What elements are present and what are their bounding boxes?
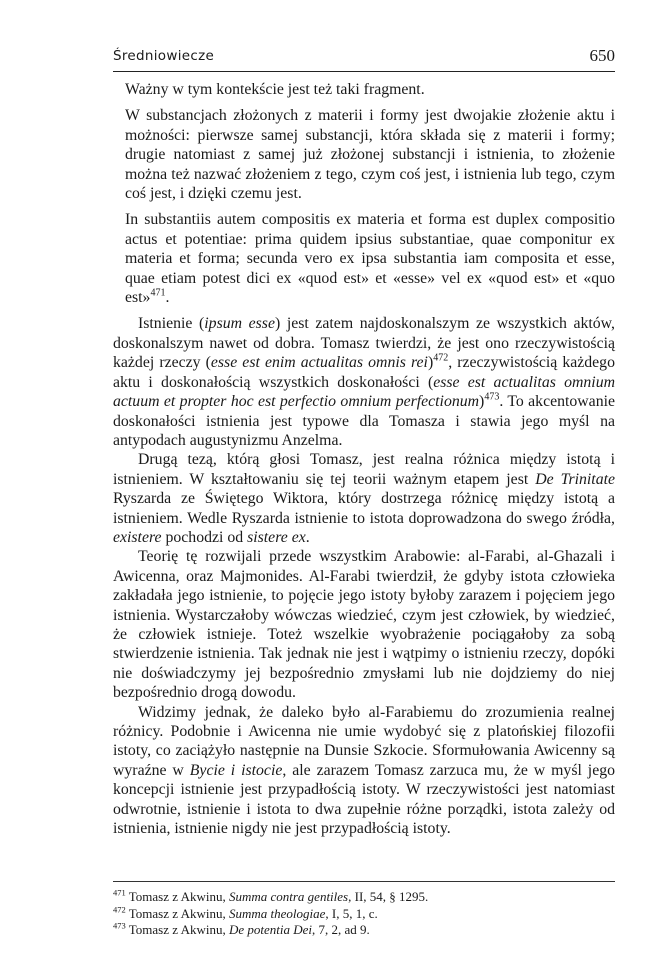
intro-line: Ważny w tym kontekście jest też taki fragment. — [125, 81, 425, 98]
page-number: 650 — [589, 46, 615, 65]
footnote-ref: 472 — [433, 353, 449, 365]
footnote: $^{472}$ Tomasz z Akwinu, Summa theologiae, I, 5, 1, c. — [113, 904, 378, 921]
footnote: $^{471}$ Tomasz z Akwinu, Summa contra gentiles, II, 54, § 1295. — [113, 887, 429, 904]
footnote-rule — [113, 881, 615, 882]
quote-latin: In substantiis autem compositis ex materia et forma est duplex compositio actus et potentiae: prima quidem ipsius substantiae, quae componitur ex materia et forma; secunda vero ex ipsa substantia iam composita et esse, quae etiam potest dici ex «quod est» et «esse» vel ex «quod est» et «quo est»$^{471}$. — [125, 211, 615, 307]
header-rule — [113, 71, 615, 72]
running-title: Średniowiecze — [113, 48, 215, 64]
footnote-ref: 473 — [484, 391, 500, 403]
footnote: $^{473}$ Tomasz z Akwinu, De potentia Dei, 7, 2, ad 9. — [113, 920, 370, 937]
footnotes — [113, 889, 615, 939]
main-text — [113, 80, 615, 838]
paragraph-4: Widzimy jednak, że daleko było al-Farabiemu do zrozumienia realnej różnicy. Podobnie i Awicenna nie umie wydobyć się z platońskiej filozofii istoty, co zaciążyło następnie na Dunsie Szkocie. Sformułowania Awicenny są wyraźne w Bycie i istocie, ale zarazem Tomasz zarzuca mu, że w myśl jego koncepcji istnienie jest przypadłością istoty. W rzeczywistości jest natomiast odwrotnie, istnienie i istota to dwa zupełnie różne porządki, istota zależy od istnienia, istnienie nigdy nie jest przypadłością istoty. — [113, 703, 615, 838]
paragraph-2: Drugą tezą, którą głosi Tomasz, jest realna różnica między istotą i istnieniem. W kształtowaniu się tej teorii ważnym etapem jest De Trinitate Ryszarda ze Świętego Wiktora, który dostrzega różnicę między istotą a istnieniem. Wedle Ryszarda istnienie to istota doprowadzona do swego źródła, existere pochodzi od sistere ex. — [113, 451, 615, 546]
paragraph-1: Istnienie (ipsum esse) jest zatem najdoskonalszym ze wszystkich aktów, doskonalszym nawet od dobra. Tomasz twierdzi, że jest ono rzeczywistością każdej rzeczy (esse est enim actualitas omnis rei)$^{472}$, rzeczywistością każdego aktu i doskonałością wszystkich doskonałości (esse est actualitas omnium actuum et propter hoc est perfectio omnium perfectionum)$^{473}$. To akcentowanie doskonałości istnienia jest typowe dla Tomasza i stawia jego myśl na antypodach augustynizmu Anzelma. — [113, 315, 616, 449]
quote-polish: W substancjach złożonych z materii i formy jest dwojakie złożenie aktu i możności: pierwsze samej substancji, która składa się z materii i formy; drugie natomiast z samej już złożonej substancji i istnienia, to złożenie można też nazwać złożeniem z tego, czym coś jest, i istnienia lub tego, czym coś jest, i dzięki czemu jest. — [125, 107, 615, 203]
running-header — [113, 46, 615, 68]
paragraph-3: Teorię tę rozwijali przede wszystkim Arabowie: al-Farabi, al-Ghazali i Awicenna, oraz Majmonides. Al-Farabi twierdził, że gdyby istota człowieka zakładała jego istnienie, to pojęcie jego istoty byłoby zarazem i pojęciem jego istnienia. Wystarczałoby wówczas wiedzieć, czym jest człowiek, by wiedzieć, że człowiek istnieje. Toteż wszelkie wyobrażenie pociągałoby za sobą stwierdzenie istnienia. Tak jednak nie jest i wątpimy o istnieniu rzeczy, dopóki nie doświadczymy jej bezpośrednio zmysłami lub nie dojdziemy do niej bezpośrednio drogą dowodu. — [113, 548, 615, 702]
footnote-ref: 471 — [150, 287, 166, 299]
